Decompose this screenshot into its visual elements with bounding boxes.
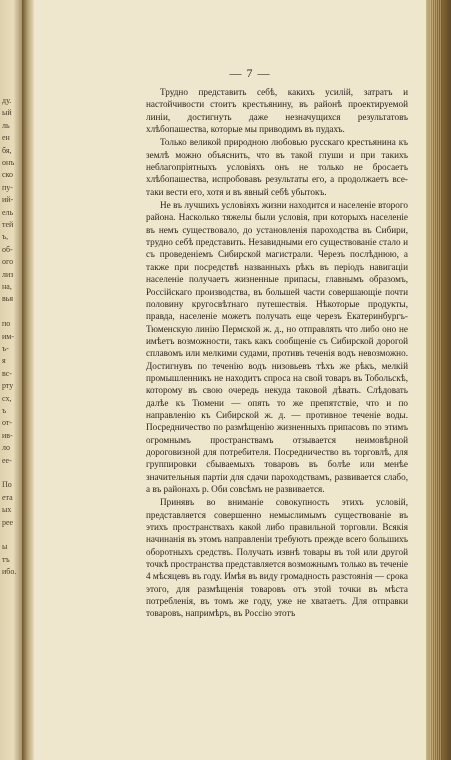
left-page-fragment: ъ xyxy=(2,406,7,415)
left-page-fragment: ее- xyxy=(2,455,12,465)
left-page-fragment: рее xyxy=(2,517,14,527)
left-page-fragment: ло xyxy=(2,443,10,453)
paragraph: Трудно представить себѣ, какихъ усилiй, затратъ и настойчивости стоитъ крестьянину, въ районѣ проектируемой линiи, достигнуть даже незначущихся результатовъ хлѣбопашества, которые мы приводимъ въ пудахъ. xyxy=(146,87,408,135)
left-page-fragment: по xyxy=(2,319,11,329)
left-page-fragment: По xyxy=(2,480,12,490)
left-page-fragment: от- xyxy=(2,418,13,428)
left-page-fragment: вс- xyxy=(2,368,12,378)
paragraph: Только великой природною любовью русскаго крестьянина къ землѣ можно объяснить, что въ такой глуши и при такихъ неблагопрiятныхъ условiяхъ онъ не только не бросаетъ хлѣбопашества, испробовавъ результаты его, а продолжаетъ все-таки вести его, хотя и въ явный себѣ убытокъ. xyxy=(146,137,408,197)
paragraph: Принявъ во вниманiе совокупность этихъ условiй, представляется совершенно немыслимымъ существованiе въ этихъ пространствахъ какой либо правильной торговли. Всякiя начинанiя въ этомъ направленiи требуютъ прежде всего большихъ оборотныхъ средствъ. Получать извнѣ товары въ той или другой точкѣ пространства представляется возможнымъ только въ теченiе 4 мѣсяцевъ въ году. Имѣя въ виду громадность разстоянiя — срока этого, для размѣщенiя товаровъ отъ этой точки въ мѣста потребленiя, въ томъ же году, уже не хватаетъ. Для отправки товаровъ, напримѣръ, въ Россiю этотъ xyxy=(146,497,408,619)
left-page-fragment: ен xyxy=(2,133,10,143)
page-number: — 7 — xyxy=(229,66,271,80)
page-stack-edge xyxy=(426,0,451,760)
left-page-edge xyxy=(0,0,22,760)
left-page-fragment: ий- xyxy=(2,195,14,205)
paragraph: Не въ лучшихъ условiяхъ жизни находится и населенiе второго района. Насколько тяжелы были условiя, при которыхъ населенiе въ немъ существовало, до установленiя пароходства въ Сибири, трудно себѣ представить. Незавидными его существованiе стало и съ проведенiемъ Сибирской магистрали. Черезъ послѣднюю, а также при посредствѣ названныхъ рѣкъ въ перiодъ навигацiи населенiе получаетъ жизненные припасы, главнымъ образомъ, Россiйскаго производства, въ большей части совершающiе почти половину кругосвѣтнаго путешествiя. Нѣкоторые продукты, правда, населенiе можетъ получать еще черезъ Екатеринбургъ-Тюменскую линiю Пермской ж. д., но отправлять что либо оно не имѣетъ возможности, такъ какъ сообщенiе съ Сибирской дорогой сплавомъ или мелкими судами, противъ теченiя водъ невозможно. Достигнувъ по теченiю водъ низовьевъ тѣхъ же рѣкъ, мелкiй промышленникъ не находитъ спроса на свой товаръ въ Тобольскѣ, которому въ свою очередь некуда таковой дѣвать. Слѣдовать далѣе къ Тюмени — опять то же препятствiе, что и по направленiю къ Сибирской ж. д. — противное теченiе воды. Посредничество по размѣщенiю жизненныхъ припасовъ по этимъ огромнымъ пространствамъ отзывается неимовѣрной дороговизной для потребителя. Посредничество въ торговлѣ, для группировки сбываемыхъ товаровъ въ болѣе или менѣе значительныя партiи для сдачи пароходствамъ, развивается слабо, а въ районахъ р. Оби совсѣмъ не развивается. xyxy=(146,200,408,494)
left-page-fragment: ый xyxy=(2,108,12,118)
left-page-fragment: ы xyxy=(2,542,8,552)
left-page-fragment: им- xyxy=(2,331,15,341)
left-page-fragment: ель xyxy=(2,207,14,217)
left-page-fragment: ых xyxy=(2,505,12,515)
left-page-fragment: ого xyxy=(2,257,14,267)
left-page-fragment: ду. xyxy=(2,96,12,105)
left-page-fragment: я xyxy=(2,356,6,366)
left-page-fragment: ъ- xyxy=(2,344,9,353)
left-page-fragment: ъ, xyxy=(2,232,9,242)
left-page-fragment: вья xyxy=(2,294,14,304)
left-page-fragment: об- xyxy=(2,244,13,254)
left-page-fragment: на, xyxy=(2,282,12,291)
body-text xyxy=(146,86,408,621)
left-page-fragment: ета xyxy=(2,492,13,502)
left-page-fragment: ибо. xyxy=(2,567,17,577)
left-page-fragment: ль xyxy=(2,120,10,130)
left-page-fragment: рту xyxy=(2,381,14,391)
left-page-fragment: онъ xyxy=(2,158,15,167)
book-gutter xyxy=(22,0,34,760)
left-page-fragment: сх, xyxy=(2,393,12,403)
left-page-fragment: пу- xyxy=(2,182,13,192)
left-page-fragment: тъ xyxy=(2,554,10,564)
left-page-fragment: лиз xyxy=(2,269,14,279)
left-page-fragment: бя, xyxy=(2,145,12,155)
left-page-fragment: ив- xyxy=(2,430,13,440)
left-page-fragment: ско xyxy=(2,170,14,180)
left-page-fragment: тей xyxy=(2,220,14,229)
